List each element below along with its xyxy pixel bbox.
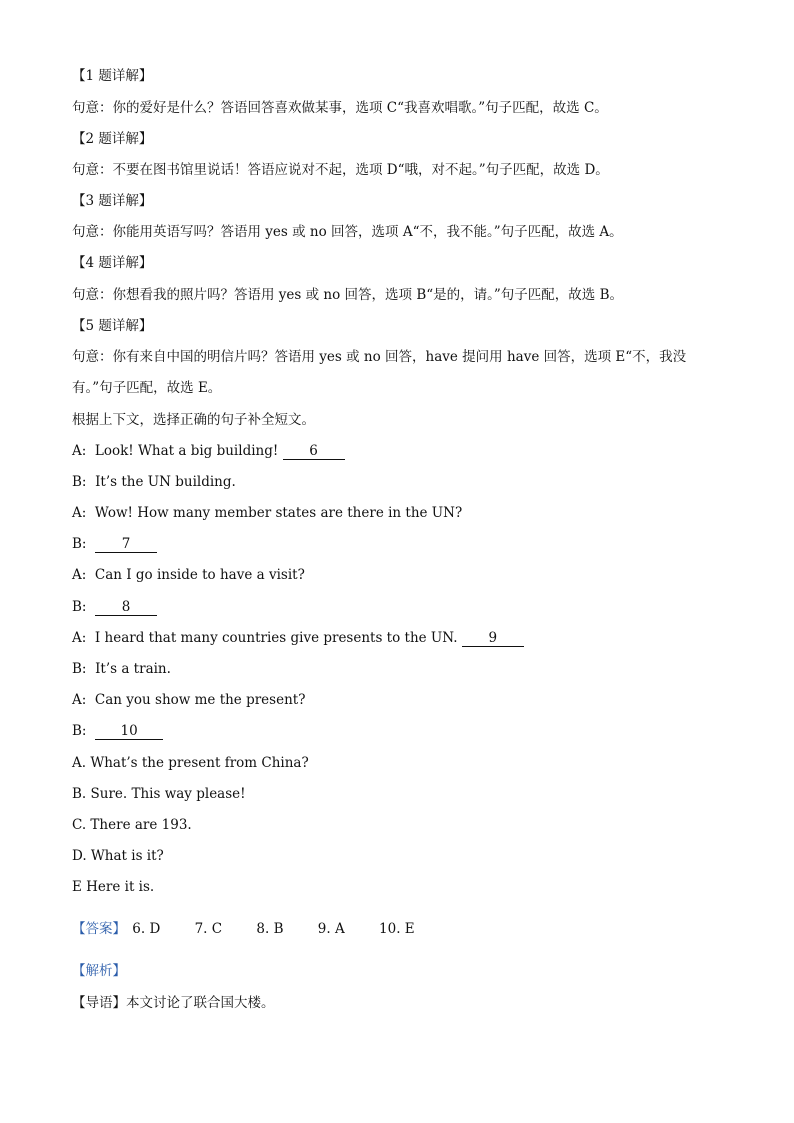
guide-label: 【导语】 [72,995,126,1011]
answer-8: 8. B [256,921,284,937]
blank-8: 8 [95,599,157,616]
detail-text-4: 句意：你想看我的照片吗？答语用 yes 或 no 回答，选项 B“是的，请。”句子匹配，故选 B。 [72,287,624,303]
dialogue-text: Wow! How many member states are there in the UN? [94,505,463,521]
dialogue-text: It’s the UN building. [95,474,236,490]
option-c: C. There are 193. [72,817,192,833]
detail-text-5-cont: 有。”句子匹配，故选 E。 [72,380,222,396]
answer-line [72,919,415,939]
dialogue-line-5 [72,565,305,585]
speaker: B: [72,723,87,739]
dialogue-text: Can I go inside to have a visit? [94,567,305,583]
dialogue-line-4 [72,534,157,554]
option-e: E Here it is. [72,879,155,895]
speaker: A: [72,567,87,583]
dialogue-text: It’s a train. [95,661,171,677]
detail-text-2: 句意：不要在图书馆里说话！答语应说对不起，选项 D“哦，对不起。”句子匹配，故选 D。 [72,162,609,178]
speaker: B: [72,599,87,615]
detail-heading-5: 【5 题详解】 [72,318,153,334]
guide-line [72,993,275,1013]
speaker: A: [72,505,87,521]
blank-10: 10 [95,723,163,740]
dialogue-text: Can you show me the present? [94,692,306,708]
option-b: B. Sure. This way please! [72,786,246,802]
dialogue-line-2 [72,472,236,492]
speaker: B: [72,474,87,490]
detail-heading-2: 【2 题详解】 [72,131,153,147]
dialogue-line-1 [72,441,345,461]
answer-10: 10. E [379,921,415,937]
detail-heading-4: 【4 题详解】 [72,255,153,271]
guide-text: 本文讨论了联合国大楼。 [126,995,275,1011]
analysis-label: 【解析】 [72,963,126,979]
blank-6: 6 [283,443,345,460]
answer-7: 7. C [194,921,223,937]
dialogue-line-6 [72,597,157,617]
speaker: A: [72,630,87,646]
blank-7: 7 [95,536,157,553]
dialogue-text: I heard that many countries give presents to the UN. [94,630,462,646]
speaker: A: [72,443,87,459]
option-d: D. What is it? [72,848,164,864]
answer-6: 6. D [132,921,161,937]
speaker: B: [72,661,87,677]
blank-9: 9 [462,630,524,647]
detail-text-1: 句意：你的爱好是什么？答语回答喜欢做某事，选项 C“我喜欢唱歌。”句子匹配，故选 C。 [72,100,608,116]
option-a: A. What’s the present from China? [72,755,309,771]
dialogue-line-10 [72,721,163,741]
instruction: 根据上下文，选择正确的句子补全短文。 [72,412,315,428]
detail-text-5: 句意：你有来自中国的明信片吗？答语用 yes 或 no 回答，have 提问用 have 回答，选项 E“不，我没 [72,349,687,365]
detail-heading-3: 【3 题详解】 [72,193,153,209]
dialogue-line-8 [72,659,171,679]
detail-text-3: 句意：你能用英语写吗？答语用 yes 或 no 回答，选项 A“不，我不能。”句子匹配，故选 A。 [72,224,623,240]
dialogue-text: Look! What a big building! [94,443,283,459]
dialogue-line-3 [72,503,462,523]
dialogue-line-9 [72,690,305,710]
detail-heading-1: 【1 题详解】 [72,68,153,84]
answer-label: 【答案】 [72,921,126,937]
speaker: A: [72,692,87,708]
answer-9: 9. A [317,921,345,937]
speaker: B: [72,536,87,552]
dialogue-line-7 [72,628,524,648]
